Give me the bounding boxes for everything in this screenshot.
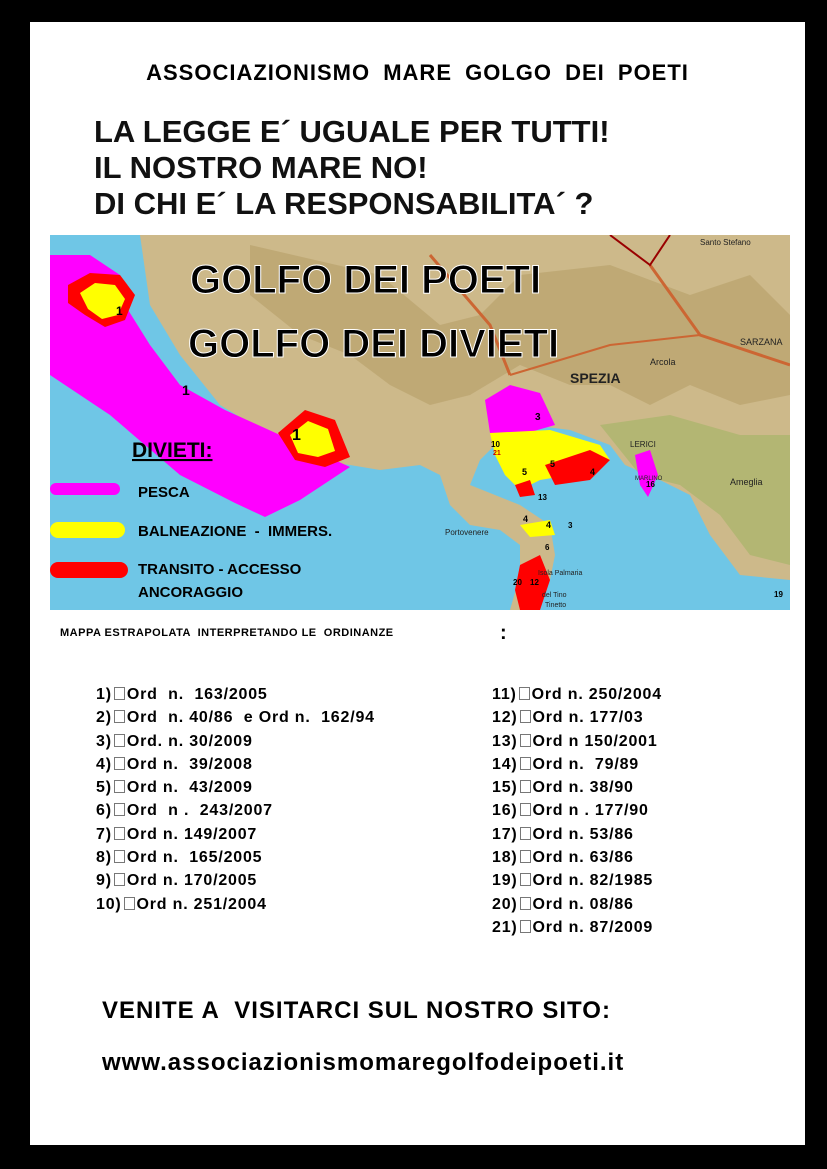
place-tino: del Tino	[542, 592, 567, 599]
missing-glyph-icon	[114, 827, 125, 840]
ordinanza-text: Ord n. 165/2005	[126, 849, 263, 867]
ordinanza-item	[492, 846, 792, 869]
missing-glyph-icon	[520, 850, 531, 863]
zone-number: 16	[646, 480, 655, 489]
place-santo-stefano: Santo Stefano	[700, 238, 751, 247]
zone-number: 1	[116, 304, 123, 318]
zone-number: 4	[523, 514, 529, 524]
ordinanza-item	[96, 893, 476, 916]
place-sarzana: SARZANA	[740, 337, 783, 347]
slogan-line-3: DI CHI E´ LA RESPONSABILITA´ ?	[94, 186, 594, 221]
ordinanza-text: Ord. n. 30/2009	[126, 732, 253, 750]
ordinanza-number: 10)	[96, 895, 122, 913]
zone-number: 5	[522, 467, 528, 477]
ordinanza-number: 15)	[492, 779, 518, 797]
ordinanza-item	[96, 683, 476, 706]
missing-glyph-icon	[520, 897, 531, 910]
ordinanza-item	[492, 776, 792, 799]
ordinanza-text: Ord n. 82/1985	[532, 872, 654, 890]
legend-swatch-transito	[50, 562, 128, 578]
map-title-line-1: GOLFO DEI POETI	[190, 258, 542, 302]
ordinanza-number: 18)	[492, 849, 518, 867]
ordinanza-text: Ord n. 251/2004	[136, 895, 267, 913]
missing-glyph-icon	[520, 734, 531, 747]
ordinanza-number: 19)	[492, 872, 518, 890]
legend-label-transito: TRANSITO - ACCESSO	[138, 561, 302, 578]
missing-glyph-icon	[114, 873, 125, 886]
ordinanza-number: 17)	[492, 825, 518, 843]
missing-glyph-icon	[520, 757, 531, 770]
legend-swatch-balneazione	[50, 522, 125, 538]
missing-glyph-icon	[520, 827, 531, 840]
ordinanza-number: 9)	[96, 872, 112, 890]
zone-number: 1	[182, 382, 190, 398]
ordinanza-item	[96, 869, 476, 892]
ordinanza-text: Ord n. 170/2005	[126, 872, 258, 890]
ordinanza-number: 2)	[96, 709, 112, 727]
ordinanza-text: Ord n. 40/86 e Ord n. 162/94	[126, 709, 375, 727]
website-link[interactable]: www.associazionismomaregolfodeipoeti.it	[102, 1049, 625, 1076]
ordinanza-number: 7)	[96, 825, 112, 843]
ordinanza-text: Ord n . 243/2007	[126, 802, 273, 820]
missing-glyph-icon	[520, 920, 531, 933]
zone-number: 12	[530, 578, 539, 587]
ordinanza-item	[492, 916, 792, 939]
slogan	[94, 114, 610, 222]
legend-label-balneazione: BALNEAZIONE - IMMERS.	[138, 523, 333, 540]
visit-text: VENITE A VISITARCI SUL NOSTRO SITO:	[102, 997, 611, 1024]
ordinanze-list-right	[492, 683, 792, 939]
missing-glyph-icon	[114, 710, 125, 723]
place-portovenere: Portovenere	[445, 528, 489, 537]
missing-glyph-icon	[114, 757, 125, 770]
missing-glyph-icon	[520, 803, 531, 816]
zone-number: 21	[493, 450, 501, 457]
ordinanza-number: 4)	[96, 755, 112, 773]
missing-glyph-icon	[114, 687, 125, 700]
missing-glyph-icon	[520, 780, 531, 793]
legend-label-pesca: PESCA	[138, 484, 190, 501]
zone-number: 1	[292, 427, 301, 444]
ordinanza-item	[492, 869, 792, 892]
ordinanza-text: Ord n. 43/2009	[126, 779, 253, 797]
ordinanza-item	[96, 776, 476, 799]
ordinanza-item	[492, 753, 792, 776]
slogan-line-1: LA LEGGE E´ UGUALE PER TUTTI!	[94, 114, 610, 149]
missing-glyph-icon	[520, 873, 531, 886]
gulf-map	[50, 235, 790, 610]
ordinanza-number: 6)	[96, 802, 112, 820]
organization-name: ASSOCIAZIONISMO MARE GOLGO DEI POETI	[146, 60, 689, 85]
ordinanza-item	[492, 799, 792, 822]
ordinanza-number: 1)	[96, 686, 112, 703]
zone-number: 4	[546, 520, 552, 530]
legend-swatch-pesca	[50, 483, 120, 495]
missing-glyph-icon	[124, 897, 135, 910]
ordinanza-text: Ord n. 38/90	[532, 779, 634, 797]
place-palmaria: Isola Palmaria	[538, 570, 583, 577]
missing-glyph-icon	[114, 734, 125, 747]
zone-number: 3	[535, 412, 541, 423]
ordinanza-text: Ord n. 08/86	[532, 895, 634, 913]
ordinanza-number: 20)	[492, 895, 518, 913]
missing-glyph-icon	[519, 687, 530, 700]
zone-number: 10	[491, 440, 500, 449]
ordinanza-item	[96, 846, 476, 869]
zone-number: 4	[590, 467, 596, 477]
zone-number: 20	[513, 578, 522, 587]
ordinanza-text: Ord n. 53/86	[532, 825, 634, 843]
ordinanza-text: Ord n. 63/86	[532, 849, 634, 867]
missing-glyph-icon	[520, 710, 531, 723]
ordinanza-item	[492, 893, 792, 916]
ordinanza-text: Ord n . 177/90	[532, 802, 649, 820]
ordinanza-text: Ord n. 87/2009	[532, 918, 654, 936]
missing-glyph-icon	[114, 850, 125, 863]
ordinanza-text: Ord n. 149/2007	[126, 825, 258, 843]
zone-number: 6	[545, 543, 550, 552]
legend-heading: DIVIETI:	[132, 439, 213, 462]
missing-glyph-icon	[114, 780, 125, 793]
map-title-line-2: GOLFO DEI DIVIETI	[188, 322, 560, 366]
zone-number: 3	[568, 521, 573, 530]
poster-sheet	[30, 22, 805, 1145]
ordinanza-item	[492, 823, 792, 846]
slogan-line-2: IL NOSTRO MARE NO!	[94, 150, 428, 185]
place-marlino: MARLINO	[635, 476, 663, 482]
ordinanza-text: Ord n. 177/03	[532, 709, 644, 727]
missing-glyph-icon	[114, 803, 125, 816]
ordinanza-item	[492, 706, 792, 729]
ordinanza-number: 5)	[96, 779, 112, 797]
place-lerici: LERICI	[630, 440, 656, 449]
ordinanza-item	[96, 706, 476, 729]
ordinanza-text: Ord n. 39/2008	[126, 755, 253, 773]
zone-number: 19	[774, 590, 783, 599]
ordinanza-text: Ord n. 163/2005	[126, 686, 268, 703]
ordinanze-colon: :	[500, 622, 507, 644]
ordinanza-number: 12)	[492, 709, 518, 727]
ordinanza-number: 13)	[492, 732, 518, 750]
ordinanza-text: Ord n. 250/2004	[531, 686, 662, 703]
place-tinetto: Tinetto	[545, 602, 567, 609]
place-spezia: SPEZIA	[570, 370, 621, 386]
ordinanza-item	[492, 730, 792, 753]
ordinanza-item	[96, 753, 476, 776]
ordinanza-number: 11)	[492, 686, 517, 703]
legend-label-ancoraggio: ANCORAGGIO	[138, 584, 243, 601]
ordinanza-number: 14)	[492, 755, 518, 773]
ordinanza-number: 21)	[492, 918, 518, 936]
place-arcola: Arcola	[650, 357, 676, 367]
ordinanza-item	[96, 823, 476, 846]
zone-number: 13	[538, 493, 547, 502]
ordinanza-number: 16)	[492, 802, 518, 820]
zone-number: 5	[550, 459, 556, 469]
ordinanza-number: 8)	[96, 849, 112, 867]
ordinanza-item	[96, 799, 476, 822]
ordinanza-text: Ord n 150/2001	[532, 732, 658, 750]
ordinanza-item	[492, 683, 792, 706]
ordinanze-title: MAPPA ESTRAPOLATA INTERPRETANDO LE ORDINANZE	[60, 627, 394, 639]
ordinanze-list-left	[96, 683, 476, 916]
place-ameglia: Ameglia	[730, 477, 763, 487]
ordinanza-number: 3)	[96, 732, 112, 750]
ordinanza-text: Ord n. 79/89	[532, 755, 639, 773]
ordinanza-item	[96, 730, 476, 753]
